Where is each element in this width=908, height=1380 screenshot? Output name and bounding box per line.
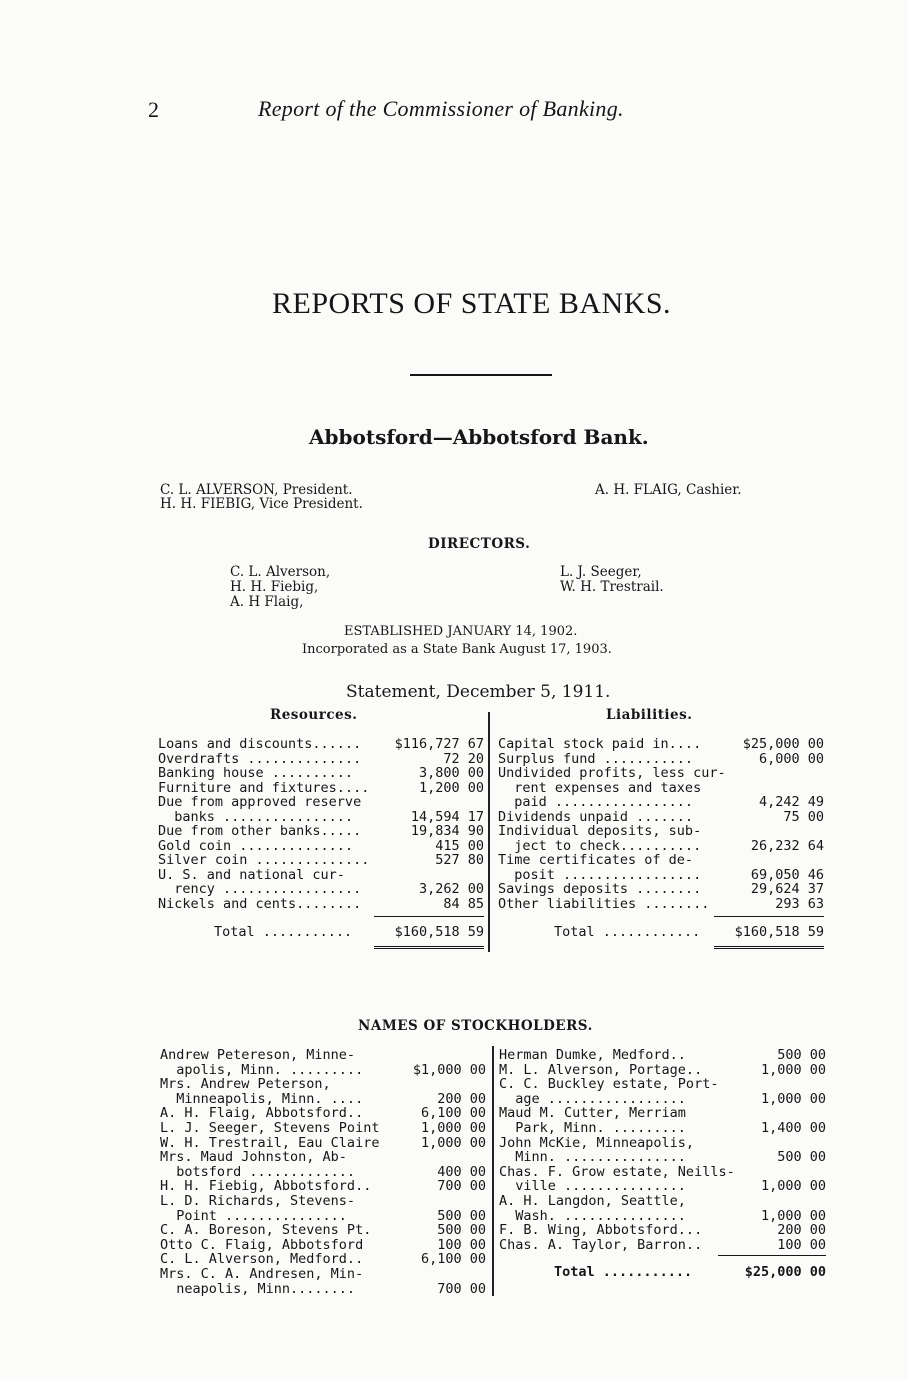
stockholder-row-amount: 500 00 — [777, 1047, 826, 1063]
liability-row-label: Individual deposits, sub- — [498, 823, 702, 839]
section-title: REPORTS OF STATE BANKS. — [272, 287, 672, 320]
resources-heading: Resources. — [270, 707, 358, 723]
resources-total-amount: $160,518 59 — [394, 924, 484, 940]
liability-row-label: posit ................. — [498, 866, 702, 883]
liabilities-total-rule — [714, 916, 824, 917]
stockholder-row-label: age ................. — [499, 1090, 686, 1107]
stockholder-row-label: Chas. F. Grow estate, Neills- — [499, 1163, 735, 1180]
stockholder-row-label: F. B. Wing, Abbotsford... — [499, 1222, 703, 1239]
stockholder-row-label: Wash. ............... — [499, 1207, 686, 1224]
resource-row-amount: 527 80 — [435, 852, 484, 868]
resource-row-label: Due from other banks..... — [158, 823, 362, 839]
stockholder-row-amount: 1,000 00 — [760, 1061, 826, 1078]
liability-row-label: Other liabilities ........ — [498, 895, 710, 912]
stockholder-row-amount: 400 00 — [437, 1163, 486, 1180]
resource-row-amount: 1,200 00 — [418, 779, 484, 796]
liability-row-label: Savings deposits ........ — [498, 881, 702, 897]
stockholder-row-amount: 100 00 — [437, 1236, 486, 1253]
stockholder-row-label: Herman Dumke, Medford.. — [499, 1047, 686, 1063]
president: C. L. ALVERSON, President. — [160, 482, 353, 498]
liability-row-amount: 29,624 37 — [750, 881, 824, 897]
stockholder-row-label: neapolis, Minn........ — [160, 1280, 356, 1297]
resource-row-label: banks ................ — [158, 808, 354, 825]
stockholder-row-amount: 1,000 00 — [760, 1090, 826, 1107]
resource-row-label: rency ................. — [158, 881, 362, 897]
stockholder-row-amount: 1,000 00 — [760, 1207, 826, 1224]
stockholder-row-label: A. H. Flaig, Abbotsford.. — [160, 1105, 364, 1122]
stockholders-total-label: Total ........... — [554, 1264, 693, 1280]
liability-row-amount: 4,242 49 — [758, 794, 824, 810]
directors-heading: DIRECTORS. — [428, 536, 531, 552]
resource-row-label: Furniture and fixtures.... — [158, 779, 370, 796]
stockholder-row-label: ville ............... — [499, 1178, 686, 1195]
liabilities-total-double-rule — [714, 946, 824, 949]
resource-row-label: Silver coin .............. — [158, 852, 370, 868]
stockholders-divider — [492, 1046, 494, 1296]
liability-row-amount: 293 63 — [775, 895, 824, 912]
liability-row-amount: 6,000 00 — [758, 750, 824, 767]
resource-row-label: Due from approved reserve — [158, 794, 362, 810]
resource-row-label: U. S. and national cur- — [158, 866, 345, 883]
liability-row-label: Capital stock paid in.... — [498, 736, 702, 752]
liability-row-amount: $25,000 00 — [742, 736, 824, 752]
stockholder-row-amount: 1,000 00 — [420, 1120, 486, 1136]
stockholder-row-label: Park, Minn. ......... — [499, 1120, 686, 1136]
stockholder-row-label: Andrew Petereson, Minne- — [160, 1047, 356, 1063]
stockholder-row-label: John McKie, Minneapolis, — [499, 1134, 695, 1151]
liability-row-label: Undivided profits, less cur- — [498, 765, 726, 781]
stockholder-row-label: Mrs. Andrew Peterson, — [160, 1076, 331, 1093]
stockholder-row-label: Maud M. Cutter, Merriam — [499, 1105, 686, 1122]
stockholder-row-amount: 1,000 00 — [760, 1178, 826, 1195]
stockholders-total-amount: $25,000 00 — [744, 1264, 826, 1280]
stockholder-row-amount: $1,000 00 — [412, 1061, 486, 1078]
stockholder-row-amount: 100 00 — [777, 1236, 826, 1253]
stockholder-row-label: Otto C. Flaig, Abbotsford — [160, 1236, 364, 1253]
director: A. H Flaig, — [230, 594, 304, 610]
stockholder-row-label: botsford ............. — [160, 1163, 356, 1180]
liabilities-total-amount: $160,518 59 — [734, 924, 824, 940]
resource-row-amount: 84 85 — [443, 895, 484, 912]
stockholder-row-label: Point ............... — [160, 1207, 347, 1224]
stockholders-total-rule — [718, 1255, 826, 1256]
resource-row-label: Loans and discounts...... — [158, 736, 362, 752]
director: L. J. Seeger, — [560, 564, 642, 580]
stockholder-row-label: Minn. ............... — [499, 1149, 686, 1166]
resource-row-amount: 3,800 00 — [418, 765, 484, 781]
stockholders-heading: NAMES OF STOCKHOLDERS. — [358, 1018, 593, 1034]
column-divider — [488, 712, 490, 952]
liability-row-amount: 69,050 46 — [750, 866, 824, 883]
director: C. L. Alverson, — [230, 564, 331, 580]
resource-row-label: Gold coin .............. — [158, 837, 354, 854]
resource-row-amount: 14,594 17 — [410, 808, 484, 825]
title-rule — [410, 374, 552, 376]
stockholder-row-label: H. H. Fiebig, Abbotsford.. — [160, 1178, 372, 1195]
stockholder-row-label: M. L. Alverson, Portage.. — [499, 1061, 703, 1078]
stockholder-row-label: Mrs. C. A. Andresen, Min- — [160, 1266, 364, 1282]
resource-row-label: Nickels and cents........ — [158, 895, 362, 912]
resource-row-label: Banking house .......... — [158, 765, 354, 781]
liability-row-label: Dividends unpaid ....... — [498, 808, 694, 825]
stockholder-row-label: Minneapolis, Minn. .... — [160, 1090, 364, 1107]
resource-row-amount: 72 20 — [443, 750, 484, 767]
cashier: A. H. FLAIG, Cashier. — [595, 482, 742, 498]
stockholder-row-amount: 1,400 00 — [760, 1120, 826, 1136]
liability-row-label: Time certificates of de- — [498, 852, 694, 868]
stockholder-row-label: Chas. A. Taylor, Barron.. — [499, 1236, 703, 1253]
liabilities-heading: Liabilities. — [606, 707, 693, 723]
stockholder-row-label: Mrs. Maud Johnston, Ab- — [160, 1149, 347, 1166]
resource-row-amount: 19,834 90 — [410, 823, 484, 839]
stockholder-row-amount: 200 00 — [437, 1090, 486, 1107]
running-head: Report of the Commissioner of Banking. — [258, 96, 624, 121]
stockholder-row-amount: 1,000 00 — [420, 1134, 486, 1151]
stockholder-row-label: L. J. Seeger, Stevens Point — [160, 1120, 380, 1136]
stockholder-row-amount: 500 00 — [437, 1222, 486, 1239]
stockholder-row-amount: 700 00 — [437, 1280, 486, 1297]
stockholder-row-amount: 700 00 — [437, 1178, 486, 1195]
stockholder-row-label: C. L. Alverson, Medford.. — [160, 1251, 364, 1268]
stockholder-row-label: A. H. Langdon, Seattle, — [499, 1193, 686, 1209]
liability-row-label: Surplus fund ........... — [498, 750, 694, 767]
stockholder-row-amount: 6,100 00 — [420, 1105, 486, 1122]
established-line: ESTABLISHED JANUARY 14, 1902. — [344, 624, 578, 639]
page-number: 2 — [148, 97, 159, 122]
resources-total-rule — [374, 916, 484, 917]
director: H. H. Fiebig, — [230, 579, 319, 595]
liability-row-amount: 75 00 — [783, 808, 824, 825]
resource-row-amount: 415 00 — [435, 837, 484, 854]
resources-total-double-rule — [374, 946, 484, 949]
liability-row-label: paid ................. — [498, 794, 694, 810]
director: W. H. Trestrail. — [560, 579, 664, 595]
stockholder-row-amount: 500 00 — [777, 1149, 826, 1166]
incorporated-line: Incorporated as a State Bank August 17, 1903. — [302, 642, 612, 657]
liability-row-label: rent expenses and taxes — [498, 779, 702, 796]
stockholder-row-label: apolis, Minn. ......... — [160, 1061, 364, 1078]
stockholder-row-label: C. A. Boreson, Stevens Pt. — [160, 1222, 372, 1239]
resource-row-amount: $116,727 67 — [394, 736, 484, 752]
liability-row-amount: 26,232 64 — [750, 837, 824, 854]
stockholder-row-amount: 500 00 — [437, 1207, 486, 1224]
liability-row-label: ject to check.......... — [498, 837, 702, 854]
stockholder-row-amount: 6,100 00 — [420, 1251, 486, 1268]
bank-title: Abbotsford—Abbotsford Bank. — [309, 425, 649, 449]
stockholder-row-label: C. C. Buckley estate, Port- — [499, 1076, 719, 1093]
resources-total-label: Total ........... — [214, 924, 353, 940]
resource-row-amount: 3,262 00 — [418, 881, 484, 897]
statement-title: Statement, December 5, 1911. — [346, 682, 611, 702]
liabilities-total-label: Total ............ — [554, 924, 701, 940]
stockholder-row-label: W. H. Trestrail, Eau Claire — [160, 1134, 380, 1151]
vice-president: H. H. FIEBIG, Vice President. — [160, 496, 363, 512]
resource-row-label: Overdrafts .............. — [158, 750, 362, 767]
stockholder-row-label: L. D. Richards, Stevens- — [160, 1193, 356, 1209]
stockholder-row-amount: 200 00 — [777, 1222, 826, 1239]
